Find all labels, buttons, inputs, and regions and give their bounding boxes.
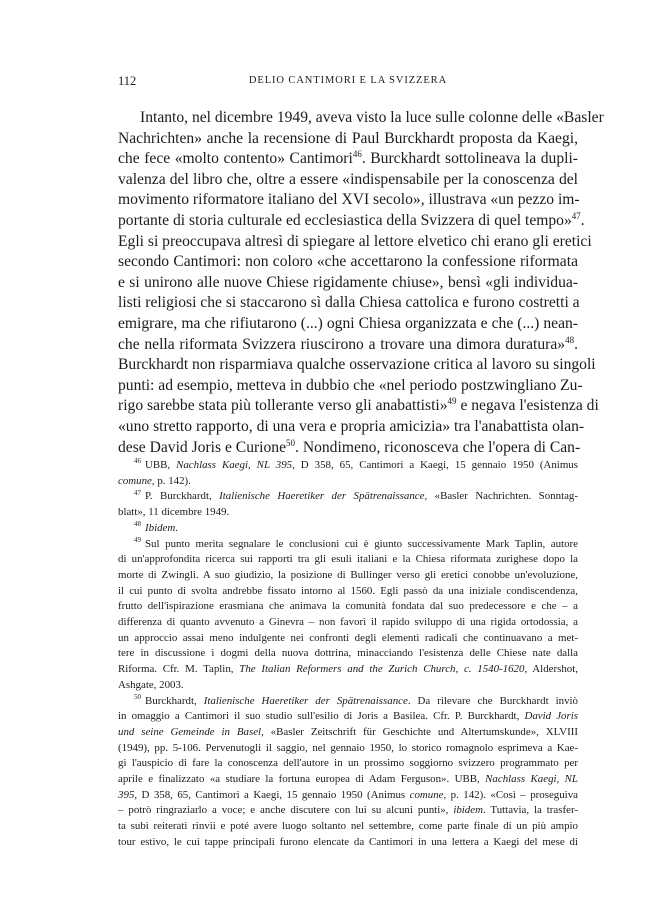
text-line: e si unirono alle nuove Chiese rigidamente chiuse», bensì «gli individua- xyxy=(118,273,578,291)
footnote-48: $^{48}$ Ibidem. xyxy=(134,520,178,534)
footnote-ref: 49 xyxy=(447,396,457,407)
footnote-ref: 48 xyxy=(565,334,575,345)
footnote-50-cont: gi l'auspicio di fare la conoscenza dell'autore in un prossimo soggiorno svizzero programmato per xyxy=(118,757,578,770)
main-text xyxy=(118,108,604,458)
footnote-ref: 50 xyxy=(286,437,296,448)
footnote-49-cont: tere in discussione i dogmi della nuova dottrina, minacciando l'esistenza delle Chiese nate dalla xyxy=(118,647,578,660)
footnote-49-cont: di un'approfondita ricerca sui rapporti tra gli esuli italiani e la Chiesa riformata zurighese dopo la xyxy=(118,553,578,566)
text-line: «uno stretto rapporto, di una vera e propria amicizia» tra l'anabattista olan- xyxy=(118,417,585,435)
text-line: valenza del libro che, oltre a essere «indispensabile per la conoscenza del xyxy=(118,170,578,188)
text-line: che nella riformata Svizzera riuscirono a trovare una dimora duratura»$^{48}$. xyxy=(118,334,578,353)
footnote-49-cont: morte di Zwingli. A suo giudizio, la posizione di Bullinger verso gli eretici conobbe un'evoluzione, xyxy=(118,568,578,581)
footnote-49-cont: il cui punto di svolta andrebbe fissato intorno al 1560. Egli passò da una iniziale condiscendenza, xyxy=(118,584,578,597)
text-line: movimento riformatore italiano del XVI secolo», illustrava «un pezzo im- xyxy=(118,191,580,209)
footnotes xyxy=(118,458,578,851)
footnote-49-cont: Riforma. Cfr. M. Taplin, The Italian Reformers and the Zurich Church, c. 1540-1620, Aldershot, xyxy=(118,663,578,676)
footnote-50-cont: (1949), pp. 5-106. Pervenutogli il saggio, nel gennaio 1950, lo storico romagnolo esprimeva a Kae- xyxy=(118,741,578,754)
footnote-50-cont: ta subì reiterati rinvii e poté avere luogo soltanto nel settembre, come parte finale di un più ampio xyxy=(118,820,578,833)
text-line: Burckhardt non risparmiava qualche osservazione critica al lavoro su singoli xyxy=(118,356,596,374)
footnote-49-cont: un approccio assai meno indulgente nei confronti degli elementi radicali che continuavano a met- xyxy=(118,631,578,644)
footnote-50: $^{50}$ Burckhardt, Italienische Haeretiker der Spätrenaissance. Da rilevare che Burckhardt inviò xyxy=(134,692,578,707)
text-line: Nachrichten» anche la recensione di Paul Burckhardt proposta da Kaegi, xyxy=(118,129,578,147)
footnote-49: $^{49}$ Sul punto merita segnalare le conclusioni cui è giunto successivamente Mark Taplin, autore xyxy=(134,535,578,550)
footnote-50-cont: aprile e finalizzato «a studiare la fortuna europea di Adam Ferguson». UBB, Nachlass Kaegi, NL xyxy=(118,773,578,786)
footnote-50-cont: und seine Gemeinde in Basel, «Basler Zeitschrift für Geschichte und Altertumskunde», XLVIII xyxy=(118,725,579,738)
text-line: rigo sarebbe stata più tollerante verso gli anabattisti»$^{49}$ e negava l'esistenza di xyxy=(118,396,599,415)
page-number: 112 xyxy=(118,74,137,88)
footnote-46: $^{46}$ UBB, Nachlass Kaegi, NL 395, D 358, 65, Cantimori a Kaegi, 15 gennaio 1950 (Animus xyxy=(134,457,578,471)
footnote-50-cont: – potrò ringraziarlo a voce; e anche discutere con lui su alcuni punti», ibidem. Tuttavia, la trasfer- xyxy=(118,804,578,817)
footnote-49-cont: frutto dell'ispirazione erasmiana che animava la comunità fondata dal suo predecessore e che – a xyxy=(118,600,578,613)
text-line: Intanto, nel dicembre 1949, aveva visto la luce sulle colonne delle «Basler xyxy=(140,109,604,126)
running-head xyxy=(118,74,578,92)
footnote-46-cont: comune, p. 142). xyxy=(118,474,191,487)
text-line: portante di storia culturale ed ecclesiastica della Svizzera di quel tempo»$^{47}$. xyxy=(118,210,585,229)
footnote-50-cont: in omaggio a Cantimori il suo studio sull'esilio di Joris a Basilea. Cfr. P. Burckhardt, David Joris xyxy=(118,710,578,723)
running-title: DELIO CANTIMORI E LA SVIZZERA xyxy=(248,75,448,86)
text-line: emigrare, ma che rifiutarono (...) ogni Chiesa organizzata e che (...) nean- xyxy=(118,314,578,332)
footnote-49-cont: Ashgate, 2003. xyxy=(118,678,184,691)
footnote-47-cont: blatt», 11 dicembre 1949. xyxy=(118,506,230,519)
footnote-50-cont: tour estivo, le cui tappe principali furono elencate da Cantimori in una lettera a Kaegi del mese di xyxy=(118,835,578,848)
footnote-ref: 47 xyxy=(571,210,581,221)
text-line: listi religiosi che si staccarono sì dalla Chiesa cattolica e furono costretti a xyxy=(118,294,580,312)
footnote-49-cont: differenza di quanto avvenuto a Ginevra – non favorì il rapido sviluppo di una rigida ortodossia, a xyxy=(118,616,578,629)
footnote-ref: 46 xyxy=(352,149,362,159)
footnote-50-cont: 395, D 358, 65, Cantimori a Kaegi, 15 gennaio 1950 (Animus comune, p. 142). «Così – proseguiva xyxy=(118,788,578,801)
text-line: punti: ad esempio, metteva in dubbio che «nel periodo postzwingliano Zu- xyxy=(118,376,583,394)
text-line: che fece «molto contento» Cantimori$^{46}$. Burckhardt sottolineava la dupli- xyxy=(118,149,579,168)
text-line: Egli si preoccupava altresì di spiegare al lettore elvetico chi erano gli eretici xyxy=(118,232,592,250)
text-line: secondo Cantimori: non coloro «che accettarono la confessione riformata xyxy=(118,253,578,271)
text-line: dese David Joris e Curione$^{50}$. Nondimeno, riconosceva che l'opera di Can- xyxy=(118,437,581,456)
footnote-47: $^{47}$ P. Burckhardt, Italienische Haeretiker der Spätrenaissance, «Basler Nachrichten. Sonntag- xyxy=(134,488,579,503)
